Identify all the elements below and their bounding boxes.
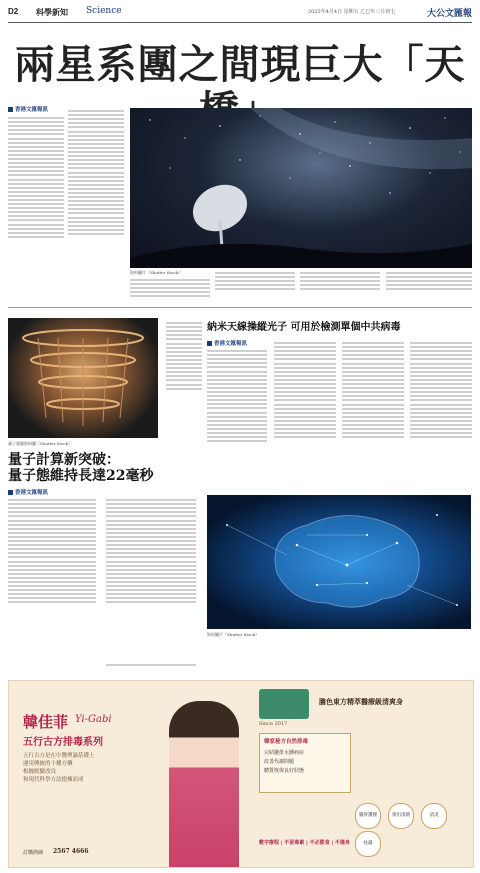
article3-byline: 香港文匯報訊: [8, 488, 48, 496]
radio-telescope-photo: [130, 108, 472, 268]
ad-brand-cn: 韓佳菲: [23, 713, 69, 731]
tag-item: 排出清熱: [388, 803, 414, 829]
feature-2: 改善代謝問題: [264, 759, 295, 765]
advertisement[interactable]: [8, 680, 474, 868]
tag-item: 消炎: [421, 803, 447, 829]
article3-text-col-2: [106, 497, 196, 606]
quantum-photo-caption: 量子電腦資料圖（Shutter Stock）: [8, 441, 73, 446]
article2-text-col-3: [342, 340, 404, 440]
lead-photo-caption: 資料圖片（Shutter Stock）: [130, 270, 183, 275]
brain-photo-caption: 資料圖片（Shutter Stock）: [207, 632, 260, 637]
lead-text-col-6: [386, 270, 472, 293]
lead-text-col-3: [130, 277, 210, 300]
lead-text-col-1: [8, 115, 64, 240]
ad-desc-4: 和現代科學方法提煉而成: [23, 777, 84, 783]
section-divider: [8, 307, 472, 308]
ad-slogan: 膽色東方精萃醫療級清爽身: [319, 697, 403, 706]
lead-text-col-5: [300, 270, 380, 293]
article2-text-col-2: [274, 340, 336, 440]
feature-box: [259, 733, 351, 793]
feature-1: 完結鹽排水腫病症: [264, 750, 305, 756]
page-number: D2: [8, 7, 19, 16]
feature-title: 韓家秘方自然排毒: [264, 739, 309, 745]
product-logo: [259, 689, 309, 719]
section-name-en: Science: [86, 6, 122, 16]
ad-cta: 數字療程 | 不留毒素 | 不必節食 | 不傷身: [259, 840, 350, 846]
radio-dish-icon: [185, 176, 254, 248]
ad-phone-label: 訂購熱線: [23, 850, 44, 856]
tag-grid: [355, 801, 467, 846]
article3-headline-l1: 量子計算新突破：: [8, 452, 120, 468]
article2-byline: 香港文匯報訊: [207, 339, 247, 347]
article3-text-col-1: [8, 497, 96, 606]
article2-text-col-4: [410, 340, 472, 440]
article3-text-col-0: [166, 320, 202, 392]
ad-brand-en: Yi-Gabi: [75, 714, 112, 725]
lead-headline: 兩星系團之間現巨大「天: [14, 41, 466, 88]
tag-item: 腸胃護理: [355, 803, 381, 829]
article2-headline: 納米天線操縱光子 可用於檢測單個中共病毒: [207, 322, 401, 333]
article3-text-tail: [106, 662, 196, 668]
model-photo: [169, 701, 239, 867]
article3-headline-l2: 量子態維持長達22毫秒: [8, 468, 154, 484]
ad-desc-2: 運用傳統的十種方藥: [23, 761, 73, 767]
lead-byline: 香港文匯報訊: [8, 105, 48, 113]
ad-desc-3: 根據經驗改良: [23, 769, 57, 775]
ad-desc-1: 五行古方是在中醫理論基礎上: [23, 753, 95, 759]
page-header: [8, 6, 472, 20]
tag-item: 祛濕: [355, 831, 381, 857]
masthead: 大公文匯報: [426, 9, 472, 19]
feature-3: 體質恢復良好狀態: [264, 768, 305, 774]
ad-series: 五行古方排毒系列: [23, 737, 103, 748]
ad-phone[interactable]: 2567 4666: [53, 848, 89, 855]
lead-text-col-2: [68, 108, 124, 237]
header-rule: [8, 22, 472, 23]
issue-date: 2025年4月4日 星期五 乙巳年三月初七: [308, 9, 396, 15]
article2-text-col-1: [207, 348, 267, 444]
section-name: 科學新知: [36, 7, 68, 17]
ad-badge: Since 2017: [259, 721, 288, 727]
brain-network-photo: [207, 495, 471, 629]
quantum-computer-photo: [8, 318, 158, 438]
lead-text-col-4: [215, 270, 295, 293]
